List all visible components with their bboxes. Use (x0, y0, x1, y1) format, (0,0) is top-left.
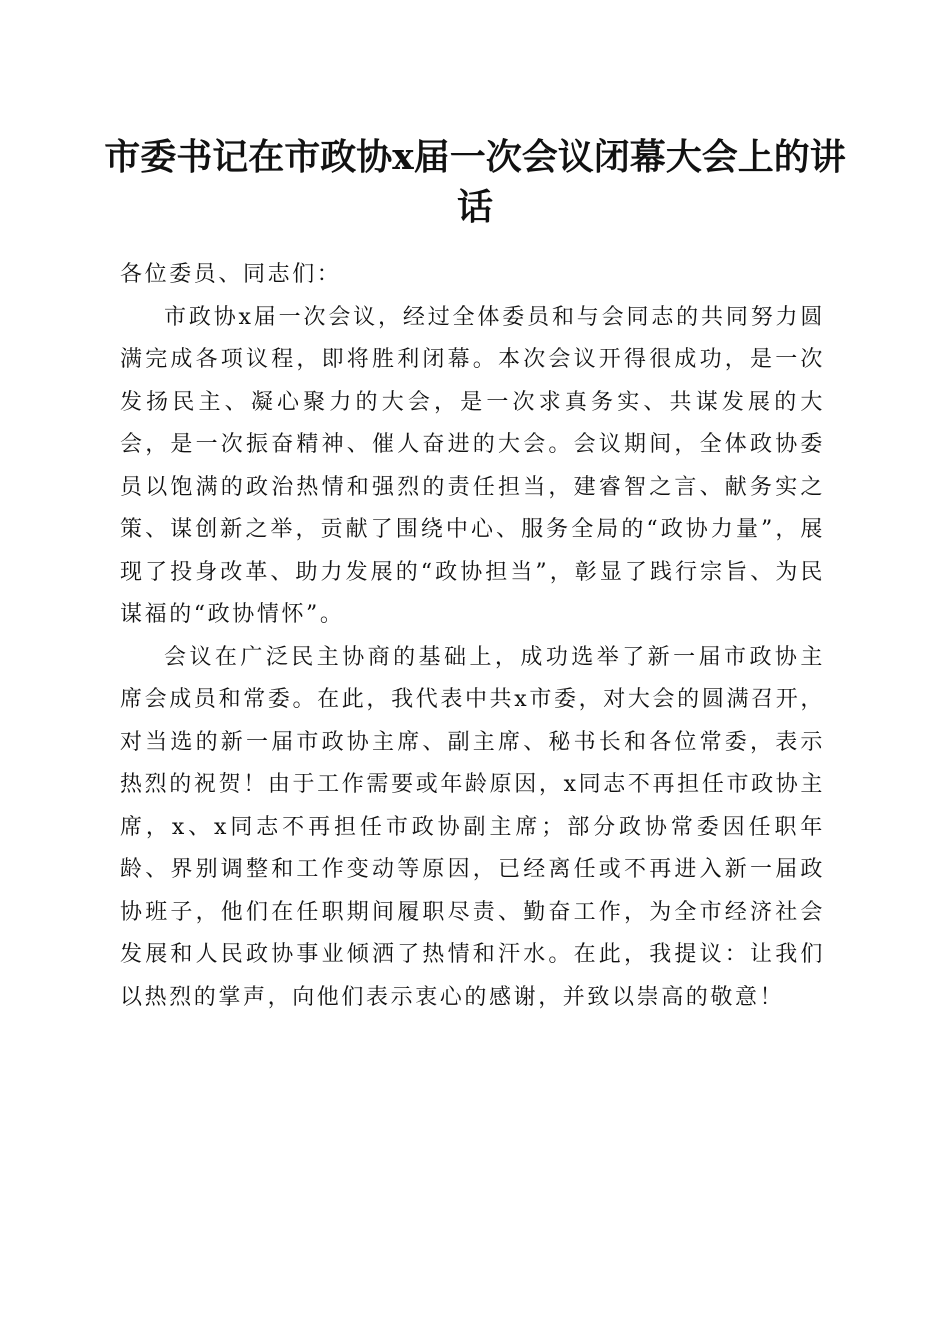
paragraph-1: 市政协x届一次会议，经过全体委员和与会同志的共同努力圆满完成各项议程，即将胜利闭幕。本次会议开得很成功，是一次发扬民主、凝心聚力的大会，是一次求真务实、共谋发展的大会，是一次振奋精神、催人奋进的大会。会议期间，全体政协委员以饱满的政治热情和强烈的责任担当，建睿智之言、献务实之策、谋创新之举，贡献了围绕中心、服务全局的“政协力量”，展现了投身改革、助力发展的“政协担当”，彰显了践行宗旨、为民谋福的“政协情怀”。 (120, 304, 825, 627)
document-title: 市委书记在市政协x届一次会议闭幕大会上的讲话 (104, 136, 846, 228)
paragraph-2: 会议在广泛民主协商的基础上，成功选举了新一届市政协主席会成员和常委。在此，我代表中共x市委，对大会的圆满召开，对当选的新一届市政协主席、副主席、秘书长和各位常委，表示热烈的祝贺！由于工作需要或年龄原因，x同志不再担任市政协主席，x、x同志不再担任市政协副主席；部分政协常委因任职年龄、界别调整和工作变动等原因，已经离任或不再进入新一届政协班子，他们在任职期间履职尽责、勤奋工作，为全市经济社会发展和人民政协事业倾洒了热情和汗水。在此，我提议：让我们以热烈的掌声，向他们表示衷心的感谢，并致以崇高的敬意！ (120, 644, 825, 1010)
salutation: 各位委员、同志们： (120, 262, 342, 287)
document-body (120, 254, 825, 1019)
